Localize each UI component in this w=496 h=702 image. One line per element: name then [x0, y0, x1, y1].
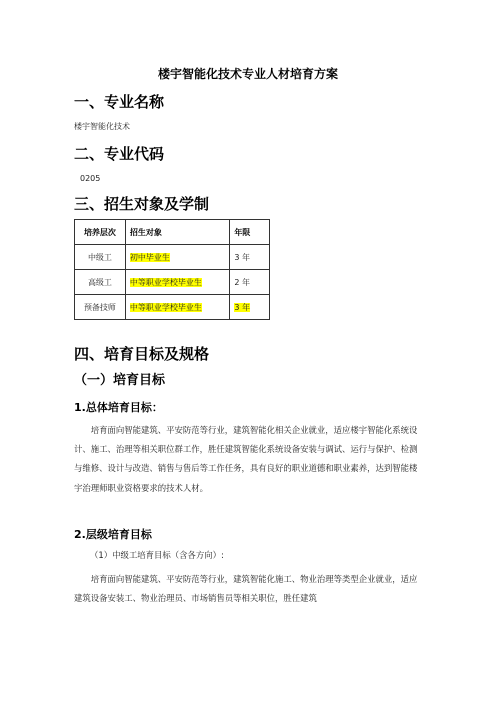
table-header-cell: 培养层次	[75, 220, 126, 245]
table-cell-years	[230, 295, 270, 320]
subheading-level-goal: 2.层级培育目标	[74, 528, 152, 541]
table-cell-target	[125, 245, 229, 270]
table-cell-target	[125, 295, 229, 320]
highlighted-text: 中等职业学校毕业生	[129, 302, 202, 312]
highlighted-text: 中等职业学校毕业生	[129, 277, 202, 287]
section-heading-major-code: 二、专业代码	[74, 145, 165, 163]
table-cell-years: 2 年	[230, 270, 270, 295]
table-row	[75, 270, 270, 295]
section-heading-enrollment: 三、招生对象及学制	[74, 195, 210, 213]
table-cell-target	[125, 270, 229, 295]
highlighted-text: 3 年	[234, 302, 250, 312]
table-header-cell: 年限	[230, 220, 270, 245]
table-cell-level: 高级工	[75, 270, 126, 295]
section-heading-goals: 四、培育目标及规格	[74, 345, 210, 363]
table-cell-years: 3 年	[230, 245, 270, 270]
subheading-overall-goal: 1.总体培育目标：	[74, 401, 163, 414]
subheading-training-goal: （一）培育目标	[74, 373, 166, 388]
major-code-value: 0205	[80, 174, 101, 183]
section-heading-major-name: 一、专业名称	[74, 93, 165, 111]
highlighted-text: 初中毕业生	[129, 252, 170, 262]
paragraph-overall-goal: 培育面向智能建筑、平安防范等行业，建筑智能化相关企业就业，适应楼宇智能化系统设计、施工、治理等相关职位群工作，胜任建筑智能化系统设备安装与调试、运行与保护、检测与维修、设计与改造、销售与售后等工作任务，具有良好的职业道德和职业素养，达到智能楼宇治理师职业资格要求的技术人材。	[74, 425, 418, 493]
document-title: 楼宇智能化技术专业人材培育方案	[157, 67, 338, 81]
table-cell-level: 中级工	[75, 245, 126, 270]
table-row	[75, 295, 270, 320]
table-header-cell: 招生对象	[125, 220, 229, 245]
paragraph-intermediate-goal: 培育面向智能建筑、平安防范等行业，建筑智能化施工、物业治理等类型企业就业，适应建筑设备安装工、物业治理员、市场销售员等相关职位，胜任建筑	[74, 574, 418, 604]
enrollment-table	[74, 219, 270, 320]
major-name-value: 楼宇智能化技术	[74, 122, 130, 131]
table-row	[75, 245, 270, 270]
table-cell-level: 预备技师	[75, 295, 126, 320]
subheading-intermediate-goal: （1）中级工培育目标（含各方向）:	[90, 550, 224, 560]
table-header-row	[75, 220, 270, 245]
